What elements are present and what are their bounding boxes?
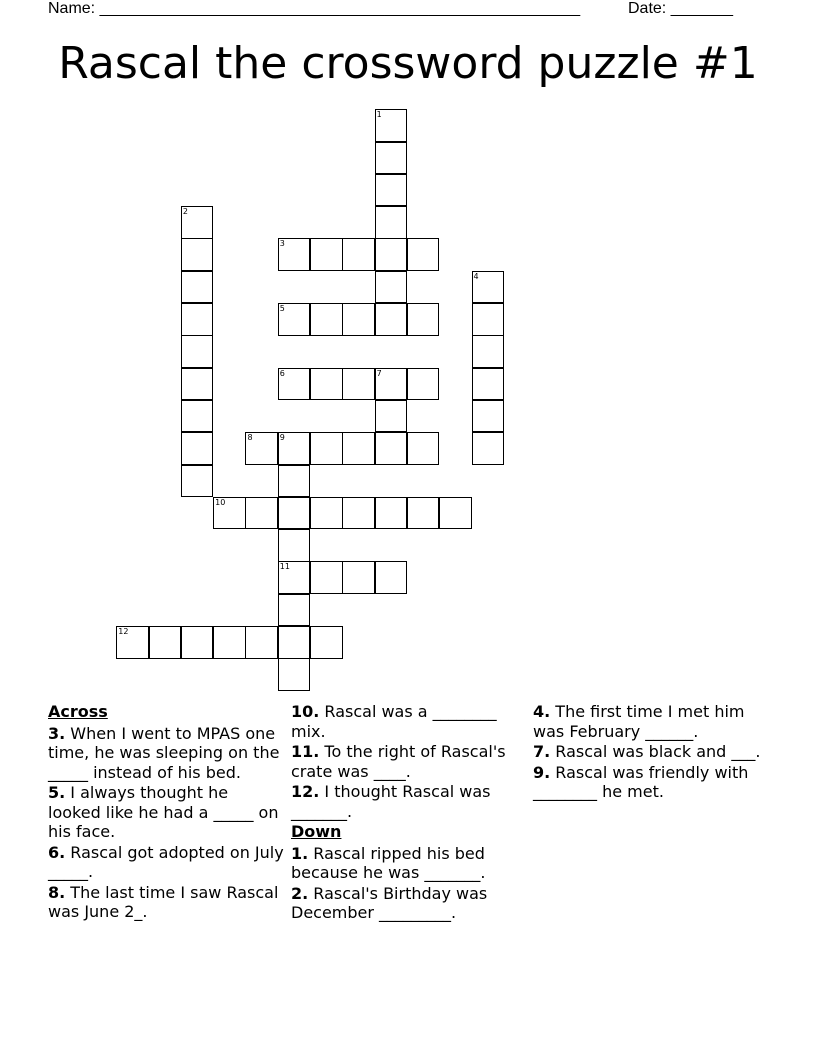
down-heading: Down <box>291 822 342 841</box>
grid-cell[interactable] <box>181 206 214 239</box>
grid-cell[interactable] <box>116 626 149 659</box>
grid-cell[interactable] <box>375 400 408 433</box>
grid-cell[interactable] <box>181 335 214 368</box>
grid-cell[interactable] <box>310 432 343 465</box>
grid-cell[interactable] <box>245 432 278 465</box>
grid-cell[interactable] <box>278 594 311 627</box>
clue-number: 12. <box>291 782 320 801</box>
grid-cell[interactable] <box>472 335 505 368</box>
down-clue-7 <box>533 742 773 762</box>
grid-cell[interactable] <box>181 465 214 498</box>
grid-cell[interactable] <box>407 497 440 530</box>
grid-cell[interactable] <box>278 238 311 271</box>
across-clue-10 <box>291 702 525 741</box>
clue-number: 10. <box>291 702 320 721</box>
grid-cell[interactable] <box>375 238 408 271</box>
grid-cell[interactable] <box>181 271 214 304</box>
cell-number: 7 <box>376 368 382 378</box>
clue-number: 2. <box>291 883 309 903</box>
across-heading: Across <box>48 702 108 721</box>
clue-text: The first time I met him was February ______. <box>533 702 745 741</box>
grid-cell[interactable] <box>278 561 311 594</box>
grid-cell[interactable] <box>278 432 311 465</box>
grid-cell[interactable] <box>310 303 343 336</box>
clues-column-3 <box>533 702 773 803</box>
grid-cell[interactable] <box>213 626 246 659</box>
grid-cell[interactable] <box>149 626 182 659</box>
grid-cell[interactable] <box>375 206 408 239</box>
grid-cell[interactable] <box>342 303 375 336</box>
clue-text: Rascal got adopted on July _____. <box>48 842 284 881</box>
grid-cell[interactable] <box>310 238 343 271</box>
cell-number: 10 <box>215 497 226 507</box>
grid-cell[interactable] <box>278 465 311 498</box>
grid-cell[interactable] <box>342 238 375 271</box>
clues-column-2 <box>291 702 525 924</box>
down-clue-2 <box>291 884 525 923</box>
across-clue-12 <box>291 782 525 821</box>
grid-cell[interactable] <box>310 626 343 659</box>
clue-number: 1. <box>291 843 309 863</box>
grid-cell[interactable] <box>375 497 408 530</box>
cell-number: 6 <box>279 368 285 378</box>
cell-number: 12 <box>118 627 129 637</box>
grid-cell[interactable] <box>310 497 343 530</box>
grid-cell[interactable] <box>342 368 375 401</box>
clue-text: I thought Rascal was _______. <box>291 782 491 821</box>
clue-text: I always thought he looked like he had a _____ on his face. <box>48 783 279 841</box>
across-clue-3 <box>48 724 284 783</box>
cell-number: 3 <box>279 239 285 249</box>
clue-text: Rascal ripped his bed because he was _______. <box>291 843 486 882</box>
grid-cell[interactable] <box>245 497 278 530</box>
grid-cell[interactable] <box>375 368 408 401</box>
grid-cell[interactable] <box>375 174 408 207</box>
clue-text: Rascal was friendly with ________ he met. <box>533 762 749 801</box>
grid-cell[interactable] <box>181 400 214 433</box>
clue-number: 11. <box>291 742 320 761</box>
grid-cell[interactable] <box>375 432 408 465</box>
grid-cell[interactable] <box>472 271 505 304</box>
clue-text: To the right of Rascal's crate was ____. <box>291 742 506 781</box>
cell-number: 1 <box>376 110 382 120</box>
grid-cell[interactable] <box>472 303 505 336</box>
grid-cell[interactable] <box>181 432 214 465</box>
across-clue-6 <box>48 843 284 882</box>
across-clue-11 <box>291 742 525 781</box>
grid-cell[interactable] <box>375 561 408 594</box>
grid-cell[interactable] <box>407 432 440 465</box>
name-field-label: Name: ______________________________________________________ <box>48 0 581 17</box>
grid-cell[interactable] <box>181 238 214 271</box>
grid-cell[interactable] <box>278 303 311 336</box>
grid-cell[interactable] <box>375 303 408 336</box>
down-clue-1 <box>291 844 525 883</box>
grid-cell[interactable] <box>278 658 311 691</box>
grid-cell[interactable] <box>375 109 408 142</box>
down-clue-4 <box>533 702 773 741</box>
grid-cell[interactable] <box>278 626 311 659</box>
clue-number: 9. <box>533 762 551 782</box>
grid-cell[interactable] <box>181 626 214 659</box>
cell-number: 8 <box>247 433 253 443</box>
grid-cell[interactable] <box>407 368 440 401</box>
grid-cell[interactable] <box>278 529 311 562</box>
grid-cell[interactable] <box>472 432 505 465</box>
clue-number: 8. <box>48 882 66 902</box>
cell-number: 4 <box>473 271 479 281</box>
clue-text: When I went to MPAS one time, he was sleeping on the _____ instead of his bed. <box>48 723 280 782</box>
grid-cell[interactable] <box>407 303 440 336</box>
grid-cell[interactable] <box>342 561 375 594</box>
grid-cell[interactable] <box>439 497 472 530</box>
clue-number: 4. <box>533 702 551 721</box>
grid-cell[interactable] <box>310 561 343 594</box>
clue-text: Rascal was a ________ mix. <box>291 702 497 741</box>
grid-cell[interactable] <box>181 368 214 401</box>
grid-cell[interactable] <box>181 303 214 336</box>
date-field-label: Date: _______ <box>628 0 733 17</box>
grid-cell[interactable] <box>278 497 311 530</box>
grid-cell[interactable] <box>278 368 311 401</box>
cell-number: 2 <box>182 207 188 217</box>
cell-number: 5 <box>279 304 285 314</box>
grid-cell[interactable] <box>310 368 343 401</box>
clue-text: Rascal's Birthday was December _________. <box>291 883 488 922</box>
grid-cell[interactable] <box>472 368 505 401</box>
across-clue-5 <box>48 783 284 842</box>
clue-number: 5. <box>48 783 66 802</box>
cell-number: 11 <box>279 562 290 572</box>
grid-cell[interactable] <box>472 400 505 433</box>
down-clue-9 <box>533 763 773 802</box>
grid-cell[interactable] <box>407 238 440 271</box>
clue-text: Rascal was black and ___. <box>550 742 761 761</box>
clue-number: 7. <box>533 742 551 761</box>
clues-column-1 <box>48 702 284 923</box>
puzzle-title: Rascal the crossword puzzle #1 <box>58 38 758 89</box>
grid-cell[interactable] <box>342 497 375 530</box>
across-clue-8 <box>48 883 284 922</box>
cell-number: 9 <box>279 433 285 443</box>
grid-cell[interactable] <box>342 432 375 465</box>
grid-cell[interactable] <box>375 271 408 304</box>
clue-number: 3. <box>48 723 66 743</box>
grid-cell[interactable] <box>245 626 278 659</box>
clue-text: The last time I saw Rascal was June 2_. <box>48 882 279 921</box>
clue-number: 6. <box>48 842 66 862</box>
grid-cell[interactable] <box>213 497 246 530</box>
grid-cell[interactable] <box>375 142 408 175</box>
